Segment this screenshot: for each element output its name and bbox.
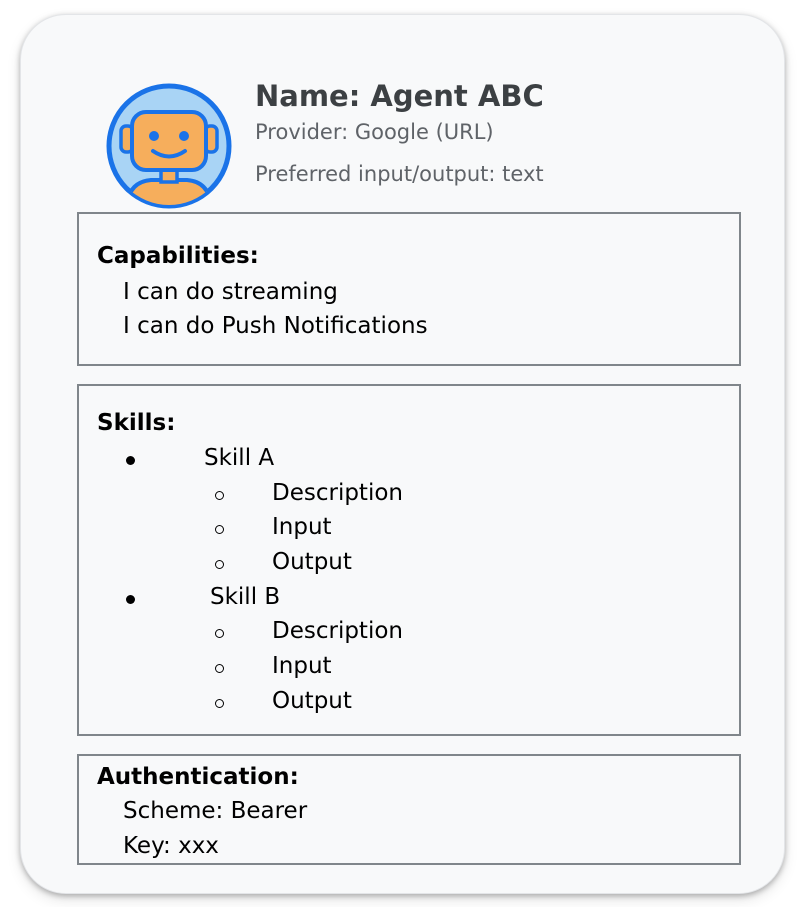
- skills-title: Skills:: [97, 410, 176, 436]
- auth-key: Key: xxx: [123, 833, 219, 859]
- capabilities-title: Capabilities:: [97, 243, 259, 269]
- sub-bullet-icon: [215, 491, 224, 500]
- skill-label: Skill A: [204, 445, 275, 471]
- capability-item: I can do streaming: [123, 279, 338, 305]
- authentication-title: Authentication:: [97, 764, 299, 790]
- bullet-icon: [126, 595, 135, 604]
- skill-detail: Description: [272, 618, 403, 644]
- sub-bullet-icon: [215, 699, 224, 708]
- authentication-box: [77, 754, 741, 865]
- skill-detail: Input: [272, 653, 332, 679]
- skill-detail: Output: [272, 688, 352, 714]
- sub-bullet-icon: [215, 629, 224, 638]
- bullet-icon: [126, 456, 135, 465]
- skill-detail: Description: [272, 480, 403, 506]
- sub-bullet-icon: [215, 664, 224, 673]
- agent-name: Name: Agent ABC: [255, 79, 544, 113]
- skill-label: Skill B: [210, 584, 281, 610]
- agent-preferred-io: Preferred input/output: text: [255, 162, 544, 186]
- skill-detail: Output: [272, 549, 352, 575]
- capabilities-box: [77, 212, 741, 366]
- agent-header: [255, 77, 544, 188]
- robot-icon: [105, 82, 233, 210]
- skills-box: [77, 384, 741, 736]
- auth-scheme: Scheme: Bearer: [123, 798, 308, 824]
- capability-item: I can do Push Notifications: [123, 313, 428, 339]
- sub-bullet-icon: [215, 560, 224, 569]
- sub-bullet-icon: [215, 525, 224, 534]
- agent-provider: Provider: Google (URL): [255, 120, 494, 144]
- avatar: [105, 82, 233, 210]
- skill-detail: Input: [272, 514, 332, 540]
